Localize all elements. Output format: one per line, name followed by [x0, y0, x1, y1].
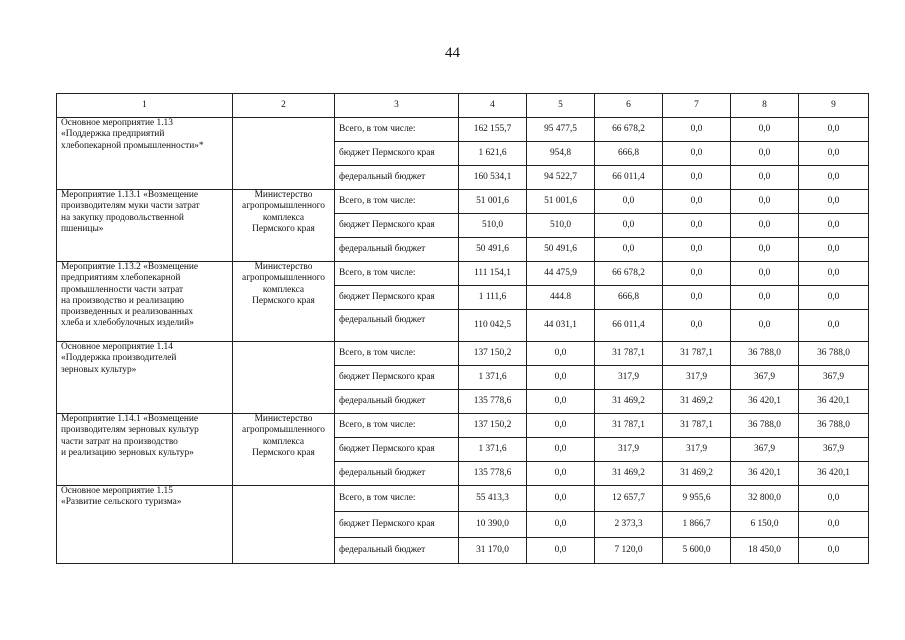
header-cell: 4: [459, 94, 527, 118]
funding-source-cell: Всего, в том числе:: [335, 486, 459, 512]
activity-name-cell: Основное мероприятие 1.14 «Поддержка производителей зерновых культур»: [57, 342, 233, 414]
value-cell: 95 477,5: [527, 118, 595, 142]
value-cell: 0,0: [731, 142, 799, 166]
table-row: [57, 486, 869, 512]
value-cell: 50 491,6: [527, 238, 595, 262]
executor-cell: Министерство агропромышленного комплекса Пермского края: [233, 414, 335, 486]
value-cell: 0,0: [595, 214, 663, 238]
value-cell: 0,0: [731, 214, 799, 238]
funding-source-cell: Всего, в том числе:: [335, 342, 459, 366]
value-cell: 12 657,7: [595, 486, 663, 512]
value-cell: 31 787,1: [663, 342, 731, 366]
value-cell: 367,9: [731, 438, 799, 462]
value-cell: 666,8: [595, 142, 663, 166]
funding-source-cell: Всего, в том числе:: [335, 190, 459, 214]
executor-cell: Министерство агропромышленного комплекса Пермского края: [233, 262, 335, 342]
value-cell: 367,9: [799, 438, 869, 462]
value-cell: 317,9: [595, 366, 663, 390]
value-cell: 510,0: [527, 214, 595, 238]
value-cell: 0,0: [731, 286, 799, 310]
value-cell: 0,0: [799, 486, 869, 512]
funding-source-cell: федеральный бюджет: [335, 462, 459, 486]
activity-name-cell: Основное мероприятие 1.15 «Развитие сельского туризма»: [57, 486, 233, 564]
executor-cell: [233, 342, 335, 414]
value-cell: 0,0: [527, 438, 595, 462]
value-cell: 66 011,4: [595, 166, 663, 190]
value-cell: 32 800,0: [731, 486, 799, 512]
header-cell: 3: [335, 94, 459, 118]
value-cell: 110 042,5: [459, 310, 527, 342]
header-cell: 1: [57, 94, 233, 118]
value-cell: 0,0: [731, 310, 799, 342]
value-cell: 135 778,6: [459, 462, 527, 486]
table-row: [57, 262, 869, 286]
value-cell: 0,0: [799, 214, 869, 238]
value-cell: 0,0: [527, 462, 595, 486]
value-cell: 1 621,6: [459, 142, 527, 166]
value-cell: 0,0: [663, 310, 731, 342]
value-cell: 0,0: [731, 238, 799, 262]
value-cell: 0,0: [663, 214, 731, 238]
value-cell: 0,0: [799, 142, 869, 166]
value-cell: 36 420,1: [799, 462, 869, 486]
value-cell: 0,0: [663, 118, 731, 142]
value-cell: 36 788,0: [799, 342, 869, 366]
header-cell: 6: [595, 94, 663, 118]
value-cell: 0,0: [527, 342, 595, 366]
value-cell: 31 787,1: [595, 414, 663, 438]
value-cell: 51 001,6: [459, 190, 527, 214]
funding-source-cell: федеральный бюджет: [335, 238, 459, 262]
value-cell: 0,0: [731, 118, 799, 142]
value-cell: 44 475,9: [527, 262, 595, 286]
value-cell: 36 420,1: [799, 390, 869, 414]
table-row: [57, 190, 869, 214]
value-cell: 1 371,6: [459, 366, 527, 390]
funding-source-cell: бюджет Пермского края: [335, 286, 459, 310]
value-cell: 66 011,4: [595, 310, 663, 342]
value-cell: 10 390,0: [459, 512, 527, 538]
value-cell: 0,0: [799, 538, 869, 564]
value-cell: 1 111,6: [459, 286, 527, 310]
value-cell: 31 787,1: [595, 342, 663, 366]
value-cell: 0,0: [595, 238, 663, 262]
header-cell: 8: [731, 94, 799, 118]
value-cell: 137 150,2: [459, 342, 527, 366]
value-cell: 31 469,2: [595, 390, 663, 414]
value-cell: 0,0: [527, 538, 595, 564]
value-cell: 0,0: [731, 190, 799, 214]
funding-source-cell: бюджет Пермского края: [335, 512, 459, 538]
value-cell: 94 522,7: [527, 166, 595, 190]
value-cell: 0,0: [663, 262, 731, 286]
value-cell: 0,0: [527, 366, 595, 390]
value-cell: 36 788,0: [731, 414, 799, 438]
funding-source-cell: федеральный бюджет: [335, 538, 459, 564]
funding-source-cell: федеральный бюджет: [335, 310, 459, 342]
executor-cell: Министерство агропромышленного комплекса Пермского края: [233, 190, 335, 262]
value-cell: 2 373,3: [595, 512, 663, 538]
value-cell: 954,8: [527, 142, 595, 166]
value-cell: 0,0: [663, 238, 731, 262]
value-cell: 31 469,2: [663, 462, 731, 486]
value-cell: 0,0: [799, 310, 869, 342]
value-cell: 31 469,2: [663, 390, 731, 414]
value-cell: 0,0: [799, 166, 869, 190]
table-header-row: [57, 94, 869, 118]
value-cell: 0,0: [527, 512, 595, 538]
value-cell: 367,9: [731, 366, 799, 390]
value-cell: 0,0: [799, 118, 869, 142]
value-cell: 66 678,2: [595, 118, 663, 142]
value-cell: 50 491,6: [459, 238, 527, 262]
value-cell: 367,9: [799, 366, 869, 390]
value-cell: 66 678,2: [595, 262, 663, 286]
value-cell: 0,0: [663, 286, 731, 310]
value-cell: 317,9: [663, 438, 731, 462]
value-cell: 1 371,6: [459, 438, 527, 462]
header-cell: 5: [527, 94, 595, 118]
value-cell: 0,0: [527, 486, 595, 512]
funding-source-cell: бюджет Пермского края: [335, 214, 459, 238]
executor-cell: [233, 118, 335, 190]
value-cell: 0,0: [799, 262, 869, 286]
value-cell: 317,9: [595, 438, 663, 462]
funding-source-cell: федеральный бюджет: [335, 390, 459, 414]
value-cell: 1 866,7: [663, 512, 731, 538]
value-cell: 31 469,2: [595, 462, 663, 486]
value-cell: 0,0: [595, 190, 663, 214]
value-cell: 6 150,0: [731, 512, 799, 538]
value-cell: 162 155,7: [459, 118, 527, 142]
activity-name-cell: Основное мероприятие 1.13 «Поддержка предприятий хлебопекарной промышленности»*: [57, 118, 233, 190]
value-cell: 36 788,0: [731, 342, 799, 366]
value-cell: 0,0: [799, 190, 869, 214]
value-cell: 55 413,3: [459, 486, 527, 512]
value-cell: 0,0: [799, 238, 869, 262]
value-cell: 0,0: [663, 166, 731, 190]
value-cell: 31 170,0: [459, 538, 527, 564]
value-cell: 36 788,0: [799, 414, 869, 438]
value-cell: 18 450,0: [731, 538, 799, 564]
value-cell: 0,0: [731, 262, 799, 286]
value-cell: 36 420,1: [731, 390, 799, 414]
value-cell: 0,0: [799, 286, 869, 310]
value-cell: 9 955,6: [663, 486, 731, 512]
activity-name-cell: Мероприятие 1.13.2 «Возмещение предприятиям хлебопекарной промышленности части затрат на производство и реализацию произведенных и реализованных хлеба и хлебобулочных изделий»: [57, 262, 233, 342]
value-cell: 510,0: [459, 214, 527, 238]
value-cell: 0,0: [799, 512, 869, 538]
value-cell: 137 150,2: [459, 414, 527, 438]
table-row: [57, 414, 869, 438]
value-cell: 0,0: [527, 414, 595, 438]
value-cell: 160 534,1: [459, 166, 527, 190]
funding-source-cell: федеральный бюджет: [335, 166, 459, 190]
funding-source-cell: бюджет Пермского края: [335, 366, 459, 390]
page-number: 44: [445, 45, 460, 61]
value-cell: 111 154,1: [459, 262, 527, 286]
value-cell: 44 031,1: [527, 310, 595, 342]
value-cell: 5 600,0: [663, 538, 731, 564]
value-cell: 0,0: [731, 166, 799, 190]
value-cell: 0,0: [663, 142, 731, 166]
funding-source-cell: Всего, в том числе:: [335, 262, 459, 286]
value-cell: 36 420,1: [731, 462, 799, 486]
executor-cell: [233, 486, 335, 564]
value-cell: 0,0: [663, 190, 731, 214]
header-cell: 2: [233, 94, 335, 118]
value-cell: 135 778,6: [459, 390, 527, 414]
activity-name-cell: Мероприятие 1.14.1 «Возмещение производителям зерновых культур части затрат на производство и реализацию зерновых культур»: [57, 414, 233, 486]
value-cell: 31 787,1: [663, 414, 731, 438]
value-cell: 7 120,0: [595, 538, 663, 564]
table-row: [57, 342, 869, 366]
value-cell: 666,8: [595, 286, 663, 310]
value-cell: 51 001,6: [527, 190, 595, 214]
value-cell: 0,0: [527, 390, 595, 414]
funding-source-cell: Всего, в том числе:: [335, 118, 459, 142]
activity-name-cell: Мероприятие 1.13.1 «Возмещение производителям муки части затрат на закупку продовольственной пшеницы»: [57, 190, 233, 262]
header-cell: 7: [663, 94, 731, 118]
value-cell: 317,9: [663, 366, 731, 390]
table-row: [57, 118, 869, 142]
budget-table: [56, 93, 869, 564]
header-cell: 9: [799, 94, 869, 118]
funding-source-cell: бюджет Пермского края: [335, 142, 459, 166]
funding-source-cell: бюджет Пермского края: [335, 438, 459, 462]
value-cell: 444.8: [527, 286, 595, 310]
funding-source-cell: Всего, в том числе:: [335, 414, 459, 438]
